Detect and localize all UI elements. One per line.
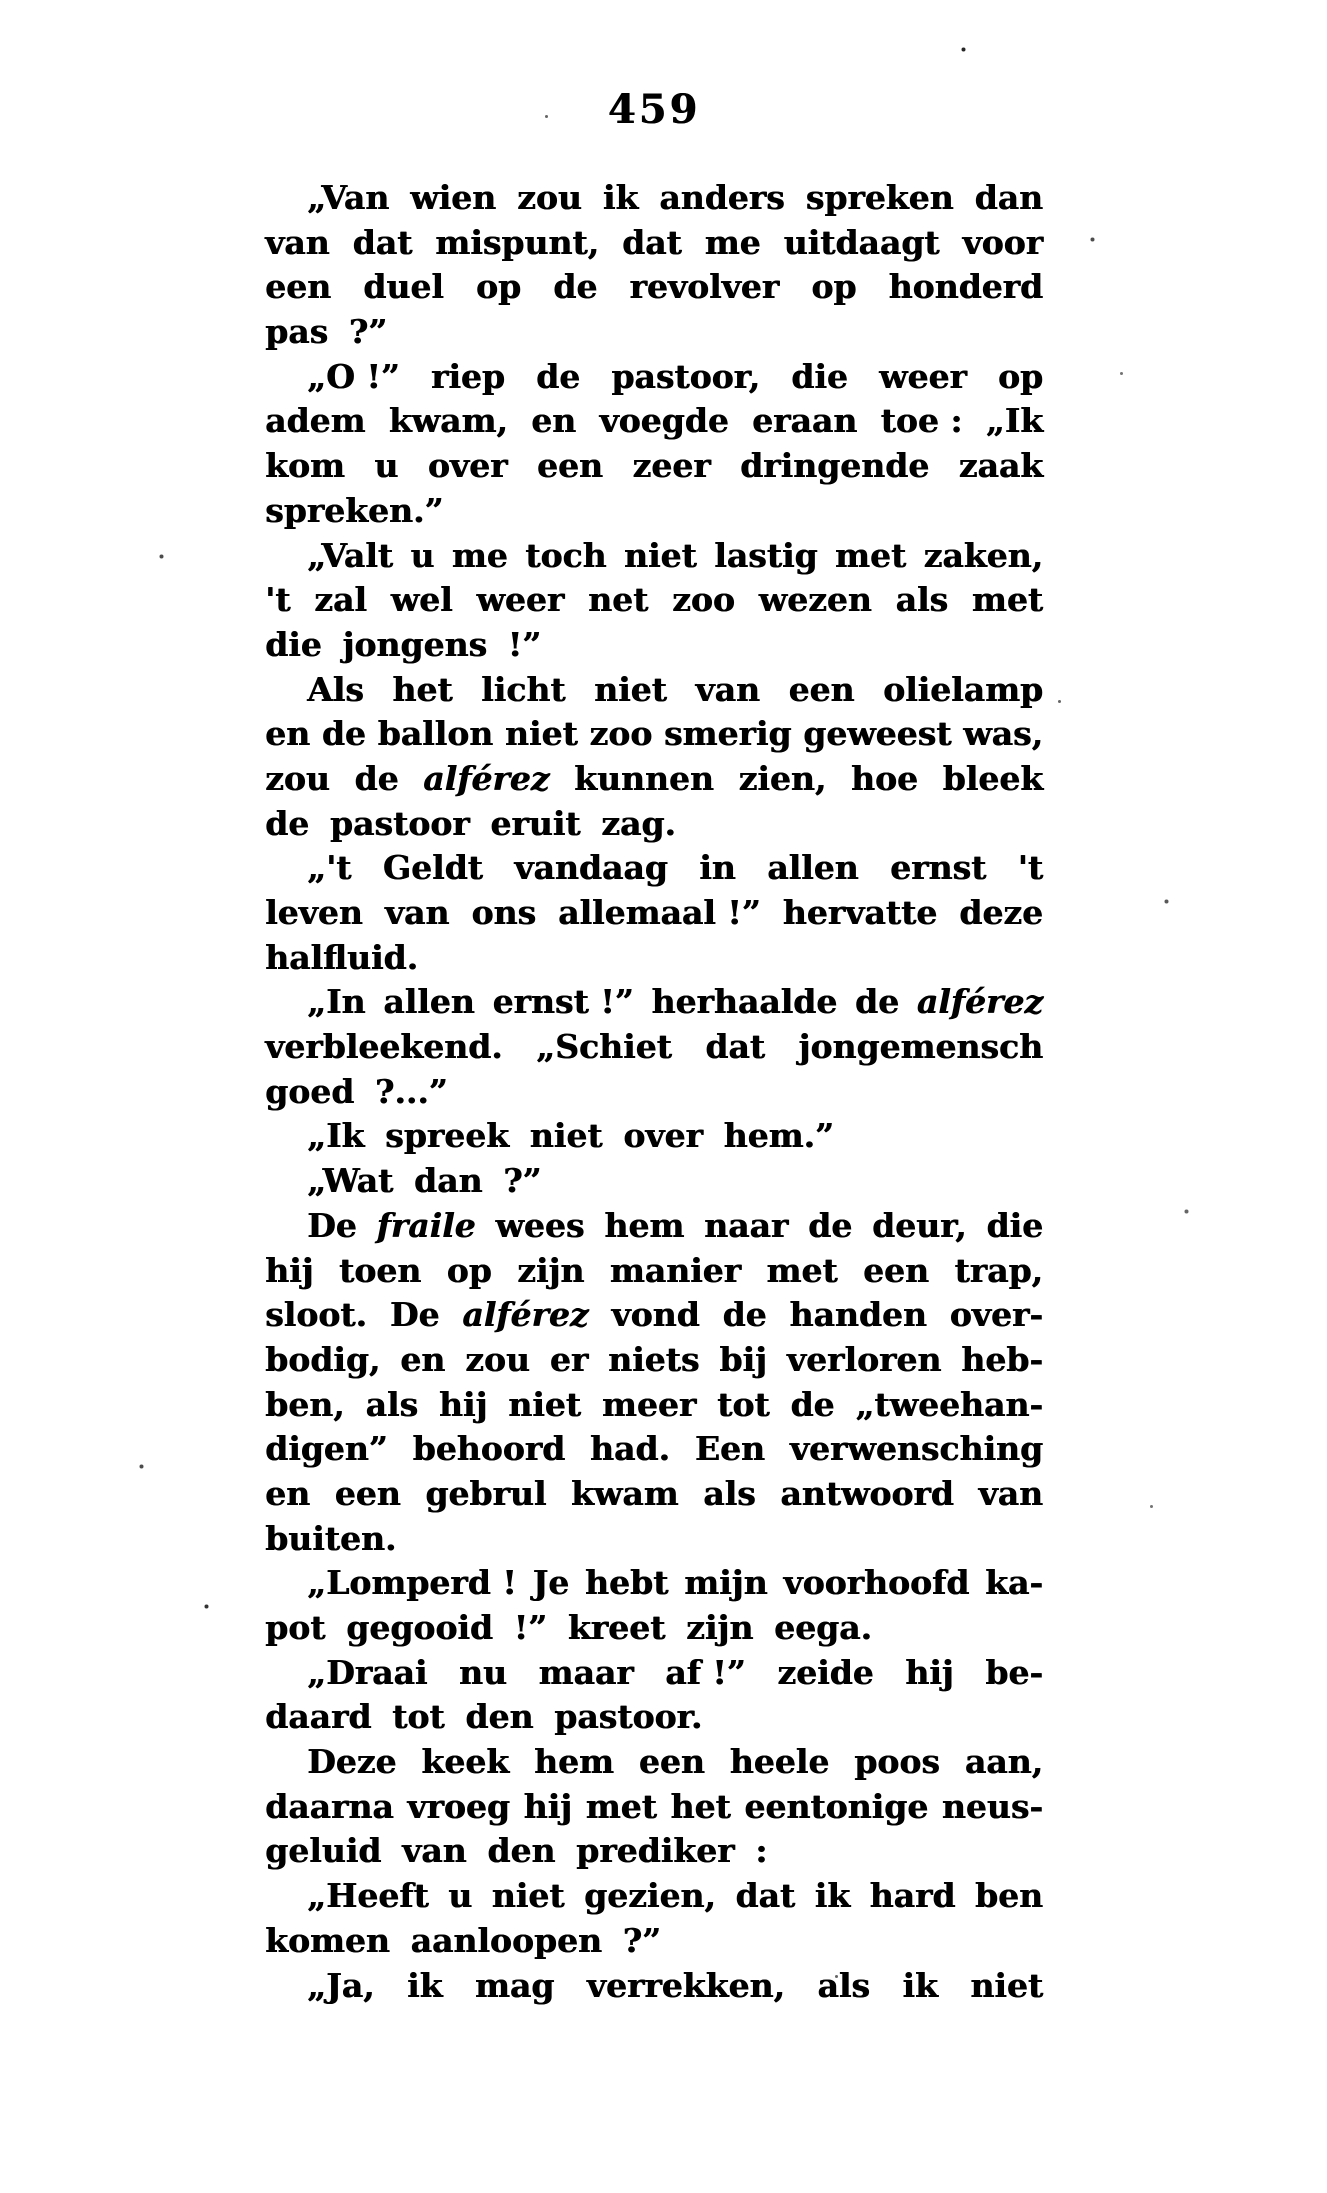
word: was, xyxy=(963,714,1043,754)
word: weer xyxy=(878,356,967,396)
word: vroeg xyxy=(407,1786,510,1826)
word: weer xyxy=(476,580,565,620)
text-line xyxy=(265,1561,1043,1606)
word: lastig xyxy=(714,535,818,575)
word: gezien, xyxy=(583,1876,716,1916)
word: gebrul xyxy=(425,1473,547,1513)
word: aan, xyxy=(964,1742,1043,1782)
word: keek xyxy=(421,1742,510,1782)
word: en xyxy=(531,401,577,441)
word: van xyxy=(401,1831,467,1871)
word: dat xyxy=(352,222,413,262)
word: manier xyxy=(609,1250,741,1290)
word: honderd xyxy=(888,267,1043,307)
text-line xyxy=(265,1919,1043,1964)
word: op xyxy=(475,267,521,307)
word: fraile xyxy=(376,1205,476,1245)
word: geweest xyxy=(803,714,952,754)
word: toen xyxy=(338,1250,422,1290)
text-line xyxy=(265,1695,1043,1740)
word: zag. xyxy=(601,803,676,843)
text-line xyxy=(265,1785,1043,1830)
word: zoo xyxy=(589,714,653,754)
text-line xyxy=(265,1114,1043,1159)
word: en xyxy=(265,1473,310,1513)
word: van xyxy=(978,1473,1043,1513)
text-line xyxy=(265,802,1043,847)
word: vond xyxy=(611,1295,700,1335)
word: ernst xyxy=(890,848,987,888)
word: trap, xyxy=(954,1250,1043,1290)
word: ons xyxy=(471,893,536,932)
word: jongens !” xyxy=(342,624,542,664)
page-number: 459 xyxy=(607,86,701,133)
word: zou xyxy=(265,758,330,798)
word: dat xyxy=(621,222,682,262)
word: ka- xyxy=(985,1563,1043,1603)
word: de xyxy=(808,1205,853,1245)
word: nu xyxy=(458,1652,507,1692)
text-line xyxy=(265,1025,1043,1070)
word: voor xyxy=(962,222,1043,262)
word: leven xyxy=(265,893,363,932)
text-line xyxy=(265,1829,1043,1874)
word: wezen xyxy=(758,580,872,620)
word: allen xyxy=(767,848,859,888)
text-line xyxy=(265,936,1043,981)
text-line xyxy=(265,444,1043,489)
word: een xyxy=(862,1250,929,1290)
word: 't xyxy=(1017,848,1043,888)
word: ben, xyxy=(265,1384,345,1424)
text-line xyxy=(265,1159,1043,1204)
word: af !” xyxy=(665,1652,746,1692)
word: er xyxy=(549,1339,589,1379)
word: Als xyxy=(307,669,364,709)
word: de xyxy=(321,714,366,754)
word: zou xyxy=(465,1339,530,1379)
word: toch xyxy=(525,535,607,575)
word: wel xyxy=(390,580,453,620)
word: „Draai xyxy=(307,1652,428,1692)
word: toe : xyxy=(880,401,963,441)
text-line xyxy=(265,578,1043,623)
word: verbleekend. xyxy=(265,1027,503,1067)
word: als xyxy=(703,1473,756,1513)
word: anders xyxy=(659,178,785,217)
word: over- xyxy=(949,1295,1043,1335)
word: u xyxy=(448,1876,473,1916)
word: me xyxy=(451,535,508,575)
word: een xyxy=(638,1742,705,1782)
word: op xyxy=(997,356,1043,396)
word: „Valt xyxy=(307,535,393,575)
word: deze xyxy=(959,893,1043,932)
word: prediker : xyxy=(576,1831,768,1871)
word: „Ik xyxy=(307,1116,365,1156)
word: bleek xyxy=(942,758,1043,798)
word: zaken, xyxy=(923,535,1043,575)
word: hij xyxy=(438,1384,488,1424)
word: „tweehan- xyxy=(855,1384,1043,1424)
word: de xyxy=(553,267,598,307)
word: had. xyxy=(589,1429,670,1469)
word: pastoor. xyxy=(554,1697,703,1737)
text-line xyxy=(265,668,1043,713)
word: met xyxy=(585,1786,657,1826)
word: „'t xyxy=(307,848,352,888)
word: eentonige xyxy=(744,1786,929,1826)
word: geluid xyxy=(265,1831,382,1871)
word: dat xyxy=(735,1876,796,1916)
text-line xyxy=(265,355,1043,400)
word: aanloopen ?” xyxy=(410,1920,661,1960)
text-line xyxy=(265,1964,1043,2009)
word: kunnen xyxy=(573,758,714,798)
word: u xyxy=(374,446,399,486)
word: verrekken, xyxy=(586,1965,785,2005)
word: smerig xyxy=(663,714,792,754)
word: Je xyxy=(532,1563,570,1603)
word: hervatte xyxy=(782,893,938,932)
text-line xyxy=(265,310,1043,355)
text-line xyxy=(265,891,1043,936)
text-line xyxy=(265,1517,1043,1562)
word: „Heeft xyxy=(307,1876,429,1916)
word: de xyxy=(722,1295,767,1335)
word: zeide xyxy=(777,1652,874,1692)
text-line xyxy=(265,1249,1043,1294)
word: spreken xyxy=(805,178,954,217)
word: niet xyxy=(594,669,667,709)
word: verwensching xyxy=(789,1429,1043,1469)
word: den xyxy=(487,1831,556,1871)
word: den xyxy=(465,1697,534,1737)
text-line xyxy=(265,489,1043,534)
word: op xyxy=(446,1250,492,1290)
word: wien xyxy=(410,178,497,217)
word: buiten. xyxy=(265,1518,397,1558)
word: naar xyxy=(704,1205,789,1245)
word: de xyxy=(854,982,899,1022)
word: eega. xyxy=(773,1608,872,1647)
word: hoe xyxy=(850,758,918,798)
word: heb- xyxy=(961,1339,1043,1379)
word: heele xyxy=(729,1742,830,1782)
word: behoord xyxy=(412,1429,566,1469)
word: over xyxy=(623,1116,703,1156)
word: me xyxy=(704,222,761,262)
word: ik xyxy=(814,1876,850,1916)
word: daard xyxy=(265,1697,372,1737)
word: „Schiet xyxy=(536,1027,672,1067)
word: die xyxy=(986,1205,1043,1245)
word: komen xyxy=(265,1920,390,1960)
word: niet xyxy=(508,1384,581,1424)
word: bij xyxy=(719,1339,767,1379)
text-line xyxy=(265,176,1043,221)
word: die xyxy=(791,356,848,396)
text-line xyxy=(265,265,1043,310)
word: „In xyxy=(307,982,366,1022)
word: zou xyxy=(517,178,582,217)
word: de xyxy=(265,803,310,843)
word: ben xyxy=(974,1876,1043,1916)
word: eraan xyxy=(752,401,858,441)
word: en xyxy=(265,714,310,754)
word: over xyxy=(427,446,508,486)
word: daarna xyxy=(265,1786,394,1826)
word: kwam xyxy=(570,1473,679,1513)
word: mispunt, xyxy=(435,222,599,262)
word: hij xyxy=(905,1652,954,1692)
text-line xyxy=(265,1606,1043,1651)
word: handen xyxy=(789,1295,927,1335)
word: hem.” xyxy=(723,1116,834,1156)
word: van xyxy=(265,222,330,262)
word: „Ik xyxy=(985,401,1043,441)
word: hard xyxy=(869,1876,956,1916)
word: pas ?” xyxy=(265,312,388,352)
word: met xyxy=(971,580,1043,620)
word: gegooid !” xyxy=(346,1608,548,1647)
word: dan ?” xyxy=(413,1161,542,1201)
word: goed ?...” xyxy=(265,1071,448,1111)
word: eruit xyxy=(490,803,581,843)
word: tot xyxy=(392,1697,445,1737)
text-line xyxy=(265,757,1043,802)
text-line xyxy=(265,399,1043,444)
text-line xyxy=(265,1740,1043,1785)
word: olielamp xyxy=(882,669,1043,709)
word: „Van xyxy=(307,178,390,217)
scan-speckles xyxy=(0,0,3,3)
body-text-block xyxy=(265,176,1043,2008)
text-line xyxy=(265,221,1043,266)
word: niet xyxy=(504,714,578,754)
word: van xyxy=(384,893,450,932)
word: alférez xyxy=(462,1295,589,1335)
word: antwoord xyxy=(780,1473,954,1513)
text-line xyxy=(265,1338,1043,1383)
word: niet xyxy=(623,535,697,575)
word: „Ja, xyxy=(307,1965,375,2005)
word: riep xyxy=(430,356,505,396)
word: pastoor xyxy=(329,803,470,843)
word: kom xyxy=(265,446,345,486)
text-line xyxy=(265,1651,1043,1696)
word: alférez xyxy=(423,758,550,798)
word: dat xyxy=(705,1027,765,1067)
word: de xyxy=(354,758,399,798)
word: de xyxy=(790,1384,835,1424)
word: pot xyxy=(265,1608,326,1647)
word: hem xyxy=(604,1205,685,1245)
word: ik xyxy=(902,1965,938,2005)
word: spreek xyxy=(385,1116,509,1156)
text-line xyxy=(265,1070,1043,1115)
word: halfluid. xyxy=(265,937,418,977)
word: niet xyxy=(491,1876,565,1916)
word: zijn xyxy=(517,1250,585,1290)
word: hem xyxy=(533,1742,614,1782)
word: adem xyxy=(265,401,366,441)
word: Deze xyxy=(307,1742,397,1782)
word: als xyxy=(895,580,948,620)
word: 't xyxy=(265,580,291,620)
word: als xyxy=(817,1965,870,2005)
word: deur, xyxy=(871,1205,967,1245)
word: hij xyxy=(265,1250,314,1290)
word: ik xyxy=(602,178,639,217)
word: herhaalde xyxy=(651,982,838,1022)
word: maar xyxy=(538,1652,634,1692)
word: in xyxy=(699,848,736,888)
text-line xyxy=(265,846,1043,891)
word: „O !” xyxy=(307,356,400,396)
word: ik xyxy=(406,1965,443,2005)
word: niets xyxy=(608,1339,700,1379)
word: mag xyxy=(474,1965,555,2005)
word: meer xyxy=(601,1384,697,1424)
word: revolver xyxy=(629,267,780,307)
word: zijn xyxy=(686,1608,754,1647)
word: spreken.” xyxy=(265,490,444,530)
word: neus- xyxy=(941,1786,1043,1826)
text-line xyxy=(265,1427,1043,1472)
word: „Lomperd ! xyxy=(307,1563,517,1603)
word: alférez xyxy=(916,982,1043,1022)
text-line xyxy=(265,1472,1043,1517)
word: duel xyxy=(363,267,444,307)
word: verloren xyxy=(786,1339,942,1379)
text-line xyxy=(265,623,1043,668)
word: het xyxy=(392,669,453,709)
word: tot xyxy=(716,1384,770,1424)
word: digen” xyxy=(265,1429,388,1469)
word: hij xyxy=(523,1786,572,1826)
word: zeer xyxy=(632,446,711,486)
word: als xyxy=(365,1384,418,1424)
word: het xyxy=(670,1786,731,1826)
word: bodig, xyxy=(265,1339,381,1379)
text-line xyxy=(265,1204,1043,1249)
word: vandaag xyxy=(514,848,668,888)
text-line xyxy=(265,534,1043,579)
text-line xyxy=(265,980,1043,1025)
text-line xyxy=(265,1293,1043,1338)
word: ernst !” xyxy=(492,982,634,1022)
word: zaak xyxy=(958,446,1043,486)
word: sloot. xyxy=(265,1295,367,1335)
word: een xyxy=(536,446,603,486)
word: zoo xyxy=(672,580,735,620)
word: pastoor, xyxy=(611,356,761,396)
word: mijn xyxy=(684,1563,768,1603)
word: voorhoofd xyxy=(783,1563,970,1603)
word: be- xyxy=(985,1652,1043,1692)
word: Geldt xyxy=(382,848,483,888)
word: op xyxy=(811,267,857,307)
word: voegde xyxy=(599,401,729,441)
word: uitdaagt xyxy=(783,222,940,262)
word: „Wat xyxy=(307,1161,394,1201)
word: met xyxy=(834,535,907,575)
word: De xyxy=(307,1205,357,1245)
word: De xyxy=(389,1295,440,1335)
word: net xyxy=(587,580,649,620)
word: wees xyxy=(495,1205,585,1245)
word: jongemensch xyxy=(798,1027,1043,1067)
word: zien, xyxy=(738,758,827,798)
word: poos xyxy=(854,1742,940,1782)
word: een xyxy=(788,669,855,709)
text-line xyxy=(265,712,1043,757)
word: kreet xyxy=(567,1608,666,1647)
text-line xyxy=(265,1874,1043,1919)
word: met xyxy=(766,1250,838,1290)
word: een xyxy=(265,267,331,307)
word: zal xyxy=(314,580,367,620)
word: kwam, xyxy=(388,401,508,441)
word: allen xyxy=(383,982,475,1022)
word: Een xyxy=(694,1429,765,1469)
word: dan xyxy=(974,178,1043,217)
word: en xyxy=(400,1339,446,1379)
word: niet xyxy=(970,1965,1043,2005)
word: u xyxy=(410,535,435,575)
word: die xyxy=(265,624,322,664)
word: niet xyxy=(529,1116,603,1156)
word: een xyxy=(334,1473,401,1513)
word: de xyxy=(536,356,581,396)
word: allemaal !” xyxy=(558,893,761,932)
text-line xyxy=(265,1383,1043,1428)
word: van xyxy=(695,669,760,709)
word: hebt xyxy=(584,1563,669,1603)
word: dringende xyxy=(739,446,930,486)
word: ballon xyxy=(377,714,494,754)
word: licht xyxy=(481,669,566,709)
